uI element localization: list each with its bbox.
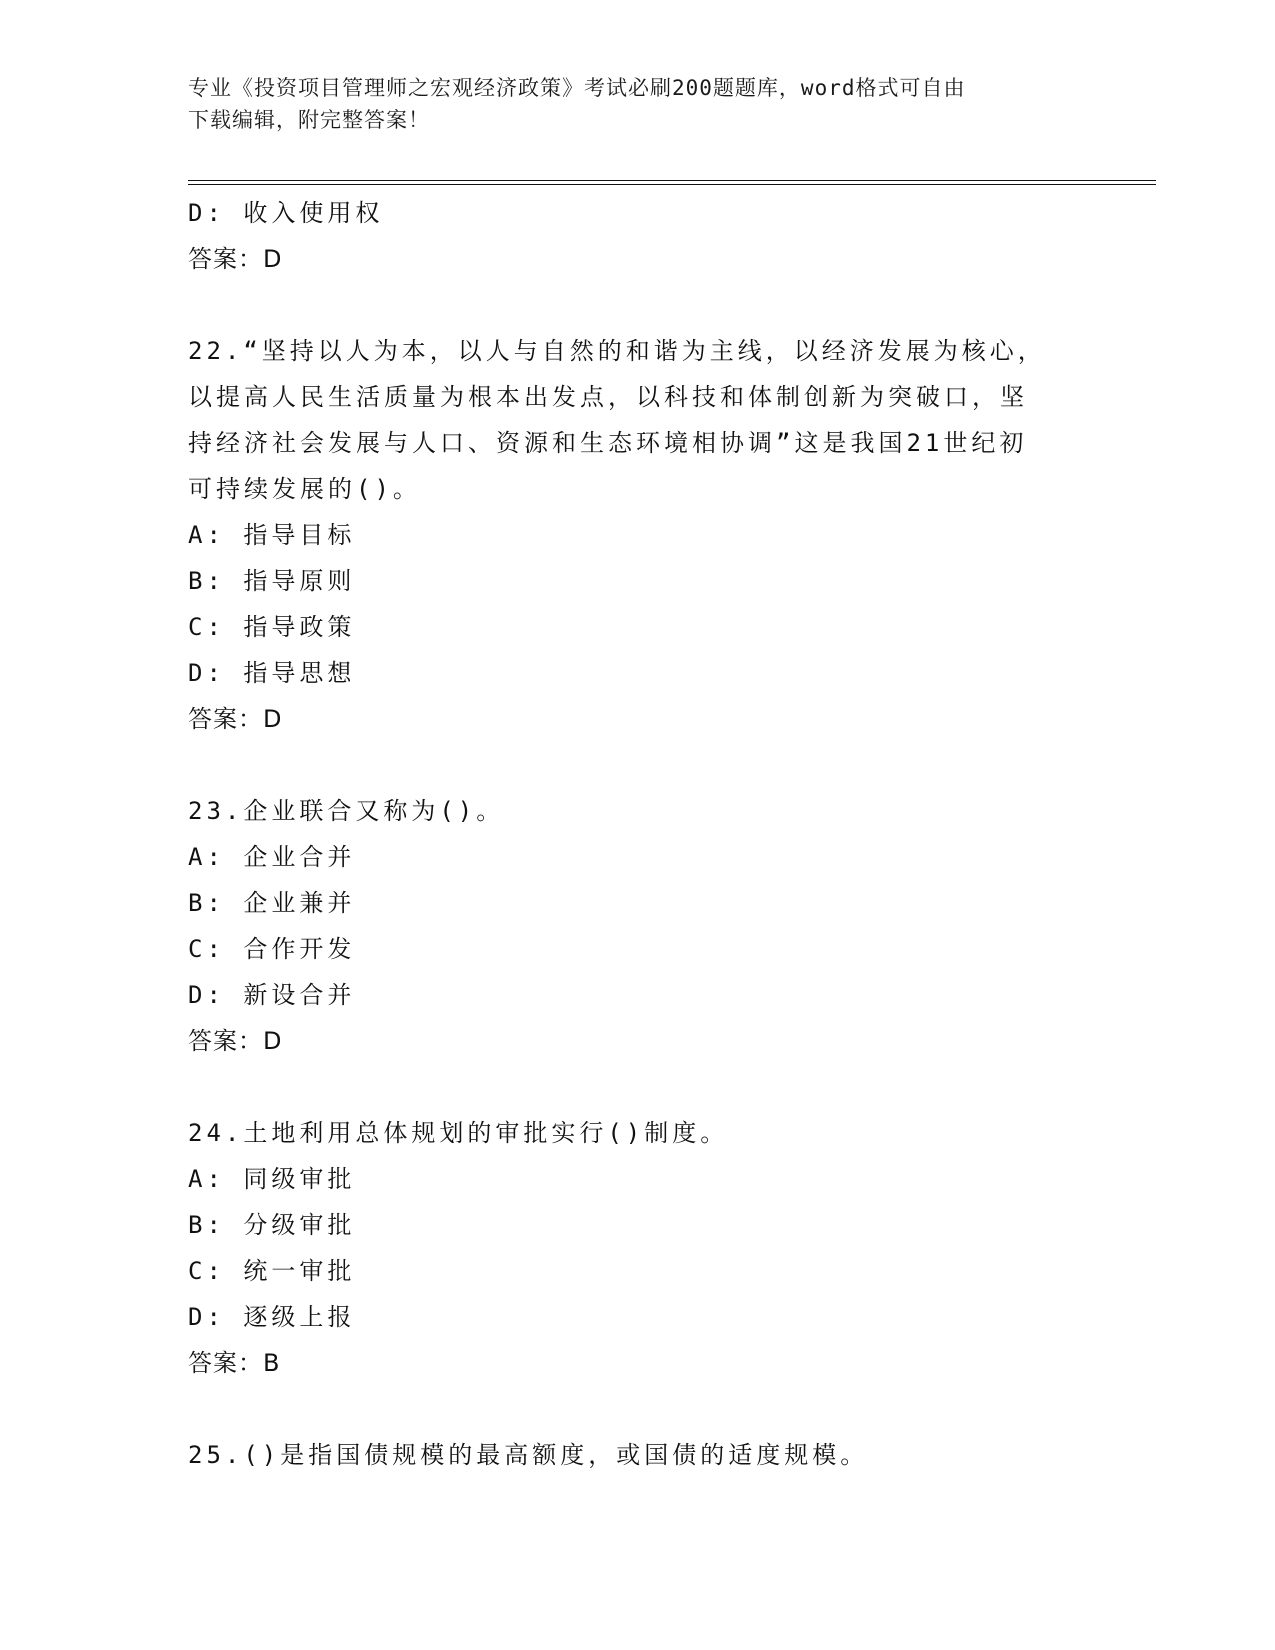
question-text-line: 22.“坚持以人为本，以人与自然的和谐为主线，以经济发展为核心， [188, 337, 1046, 365]
question-25 [188, 1432, 1128, 1478]
question-text-line: 24.土地利用总体规划的审批实行()制度。 [188, 1119, 729, 1147]
previous-answer: 答案：D [188, 245, 283, 273]
header-line-2: 下载编辑，附完整答案！ [188, 108, 430, 132]
header-line-1: 专业《投资项目管理师之宏观经济政策》考试必刷200题题库，word格式可自由 [188, 76, 966, 100]
answer: 答案：D [188, 1027, 283, 1055]
header-rule-bottom [188, 184, 1156, 185]
option-a: A: 同级审批 [188, 1165, 356, 1193]
option-b: B: 企业兼并 [188, 889, 356, 917]
question-text-line: 25.()是指国债规模的最高额度，或国债的适度规模。 [188, 1441, 869, 1469]
spacer [188, 282, 1128, 328]
option-c: C: 合作开发 [188, 935, 356, 963]
spacer [188, 742, 1128, 788]
spacer [188, 1386, 1128, 1432]
option-b: B: 分级审批 [188, 1211, 356, 1239]
question-content [188, 190, 1128, 1478]
question-text-line: 以提高人民生活质量为根本出发点，以科技和体制创新为突破口，坚 [188, 383, 1028, 411]
question-text-line: 可持续发展的()。 [188, 475, 421, 503]
question-22 [188, 328, 1128, 742]
option-a: A: 企业合并 [188, 843, 356, 871]
page-header [188, 72, 1068, 136]
question-24 [188, 1110, 1128, 1386]
option-c: C: 统一审批 [188, 1257, 356, 1285]
question-text-line: 23.企业联合又称为()。 [188, 797, 505, 825]
previous-option-d: D: 收入使用权 [188, 199, 384, 227]
question-text-line: 持经济社会发展与人口、资源和生态环境相协调”这是我国21世纪初 [188, 429, 1028, 457]
option-d: D: 逐级上报 [188, 1303, 356, 1331]
spacer [188, 1064, 1128, 1110]
answer: 答案：D [188, 705, 283, 733]
question-23 [188, 788, 1128, 1064]
option-c: C: 指导政策 [188, 613, 356, 641]
answer: 答案：B [188, 1349, 281, 1377]
option-a: A: 指导目标 [188, 521, 356, 549]
option-d: D: 指导思想 [188, 659, 356, 687]
option-d: D: 新设合并 [188, 981, 356, 1009]
option-b: B: 指导原则 [188, 567, 356, 595]
header-rule-top [188, 180, 1156, 181]
